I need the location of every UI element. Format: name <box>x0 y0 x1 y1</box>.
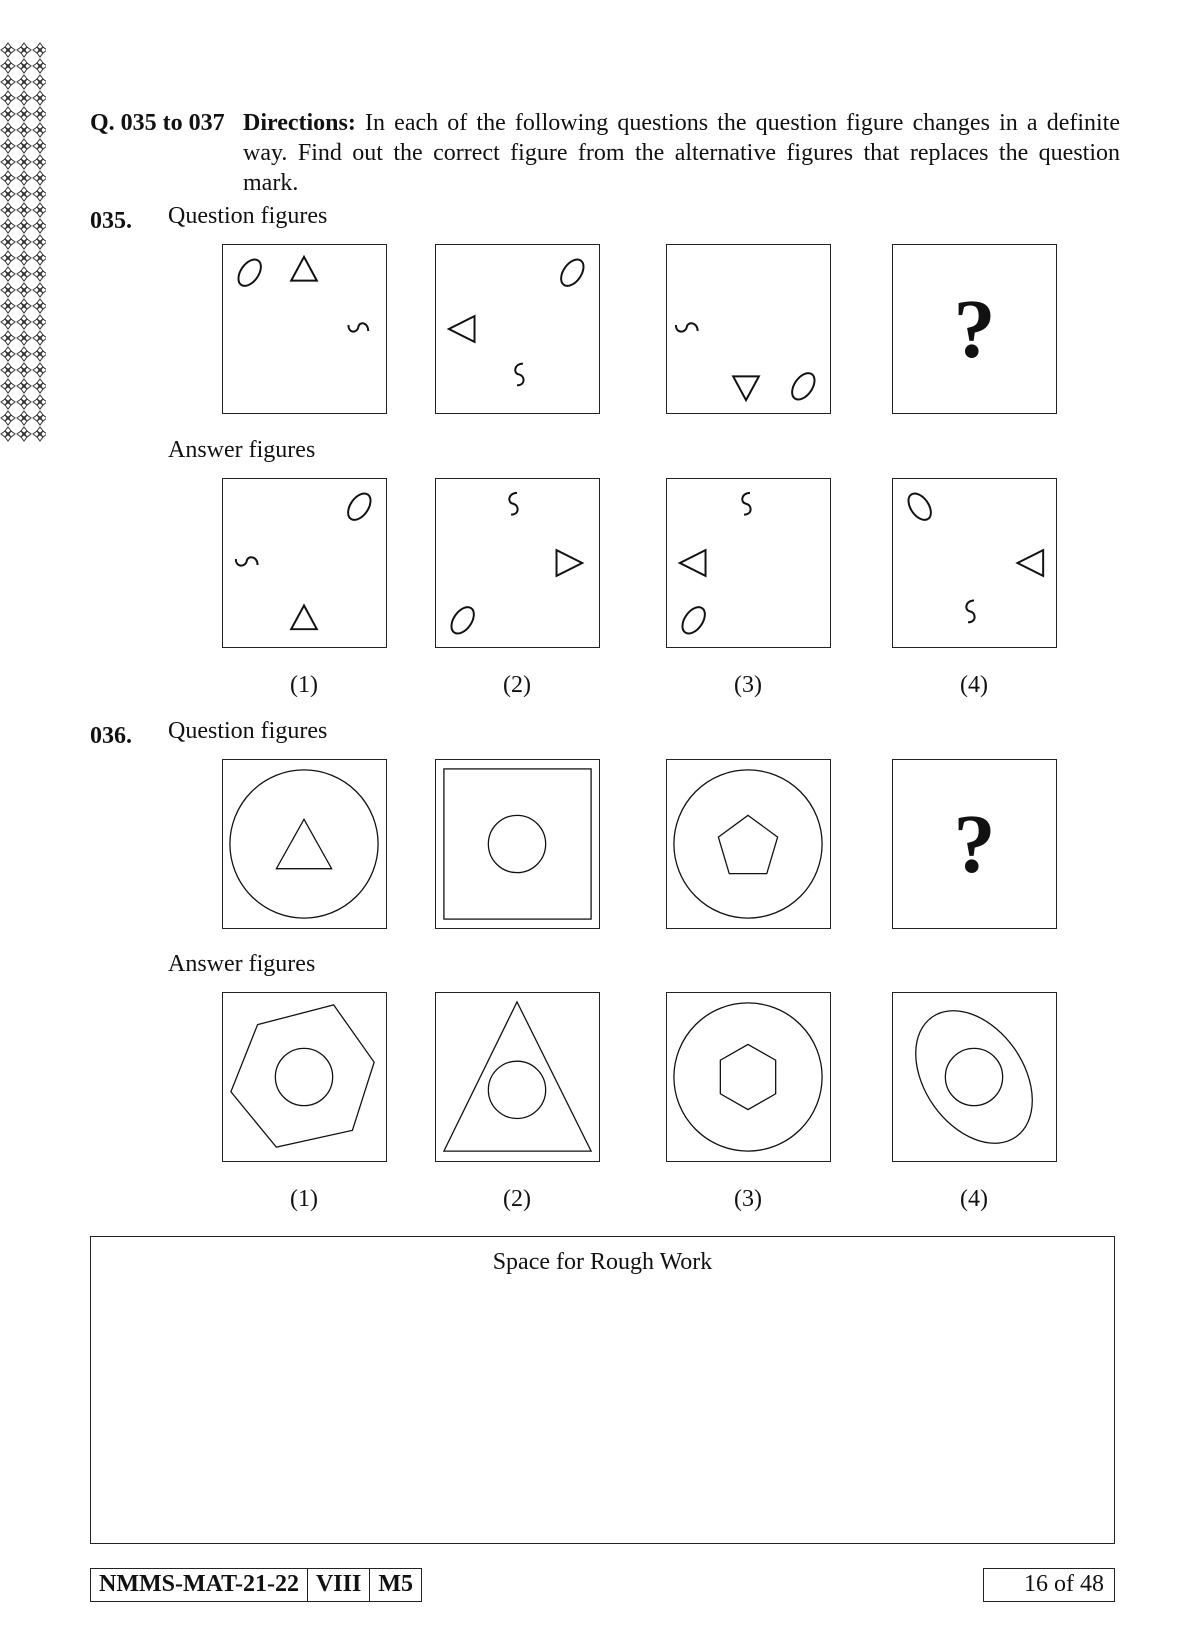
decorative-border-pattern <box>0 42 50 442</box>
q35-question-figure-4 <box>892 244 1057 414</box>
q35-option-2-label: (2) <box>503 672 531 698</box>
q35-af1-shapes <box>223 479 386 647</box>
q36-question-figures-label: Question figures <box>168 718 328 744</box>
q35-option-4-label: (4) <box>960 672 988 698</box>
q35-answer-figure-2[interactable] <box>435 478 600 648</box>
q36-af1-shapes <box>223 993 386 1161</box>
q36-answer-figures-label: Answer figures <box>168 951 316 977</box>
directions-heading: Directions: <box>243 110 356 136</box>
q36-question-figure-1 <box>222 759 387 929</box>
q35-qf3-shapes <box>667 245 830 413</box>
q36-question-figure-2 <box>435 759 600 929</box>
q36-answer-figure-2[interactable] <box>435 992 600 1162</box>
q35-question-figure-3 <box>666 244 831 414</box>
page-number: 16 of 48 <box>983 1568 1115 1602</box>
q35-answer-figure-3[interactable] <box>666 478 831 648</box>
q36-af4-shapes <box>893 993 1056 1161</box>
q36-option-2-label: (2) <box>503 1186 531 1212</box>
q36-af3-shapes <box>667 993 830 1161</box>
footer-code-box <box>90 1568 422 1602</box>
rough-work-area[interactable] <box>90 1236 1115 1544</box>
q35-option-1-label: (1) <box>290 672 318 698</box>
q35-answer-figures-label: Answer figures <box>168 437 316 463</box>
q36-option-3-label: (3) <box>734 1186 762 1212</box>
q35-qf2-shapes <box>436 245 599 413</box>
q35-qf1-shapes <box>223 245 386 413</box>
question-mark: ? <box>953 282 996 376</box>
q36-af2-shapes <box>436 993 599 1161</box>
question-number-35: 035. <box>90 208 132 234</box>
q35-answer-figure-4[interactable] <box>892 478 1057 648</box>
q36-qf2-shapes <box>436 760 599 928</box>
directions-body: In each of the following questions the question figure changes in a definite way. Find out the correct figure from the alternative figures that replaces the question mark. <box>243 110 1120 196</box>
question-number-36: 036. <box>90 723 132 749</box>
q35-af3-shapes <box>667 479 830 647</box>
directions-text <box>243 108 1120 198</box>
q36-question-figure-3 <box>666 759 831 929</box>
q35-question-figures-label: Question figures <box>168 203 328 229</box>
question-mark: ? <box>953 797 996 891</box>
exam-set: M5 <box>378 1571 413 1597</box>
q35-question-figure-2 <box>435 244 600 414</box>
q35-af4-shapes <box>893 479 1056 647</box>
q36-qf1-shapes <box>223 760 386 928</box>
q35-af2-shapes <box>436 479 599 647</box>
q35-answer-figure-1[interactable] <box>222 478 387 648</box>
q36-qf3-shapes <box>667 760 830 928</box>
q36-answer-figure-3[interactable] <box>666 992 831 1162</box>
exam-class: VIII <box>308 1569 370 1601</box>
q36-option-4-label: (4) <box>960 1186 988 1212</box>
q36-answer-figure-4[interactable] <box>892 992 1057 1162</box>
q35-question-figure-1 <box>222 244 387 414</box>
exam-code: NMMS-MAT-21-22 <box>91 1569 308 1601</box>
question-range: Q. 035 to 037 <box>90 110 225 136</box>
q36-option-1-label: (1) <box>290 1186 318 1212</box>
rough-work-title: Space for Rough Work <box>492 1249 713 1275</box>
q36-answer-figure-1[interactable] <box>222 992 387 1162</box>
q36-question-figure-4 <box>892 759 1057 929</box>
q35-option-3-label: (3) <box>734 672 762 698</box>
